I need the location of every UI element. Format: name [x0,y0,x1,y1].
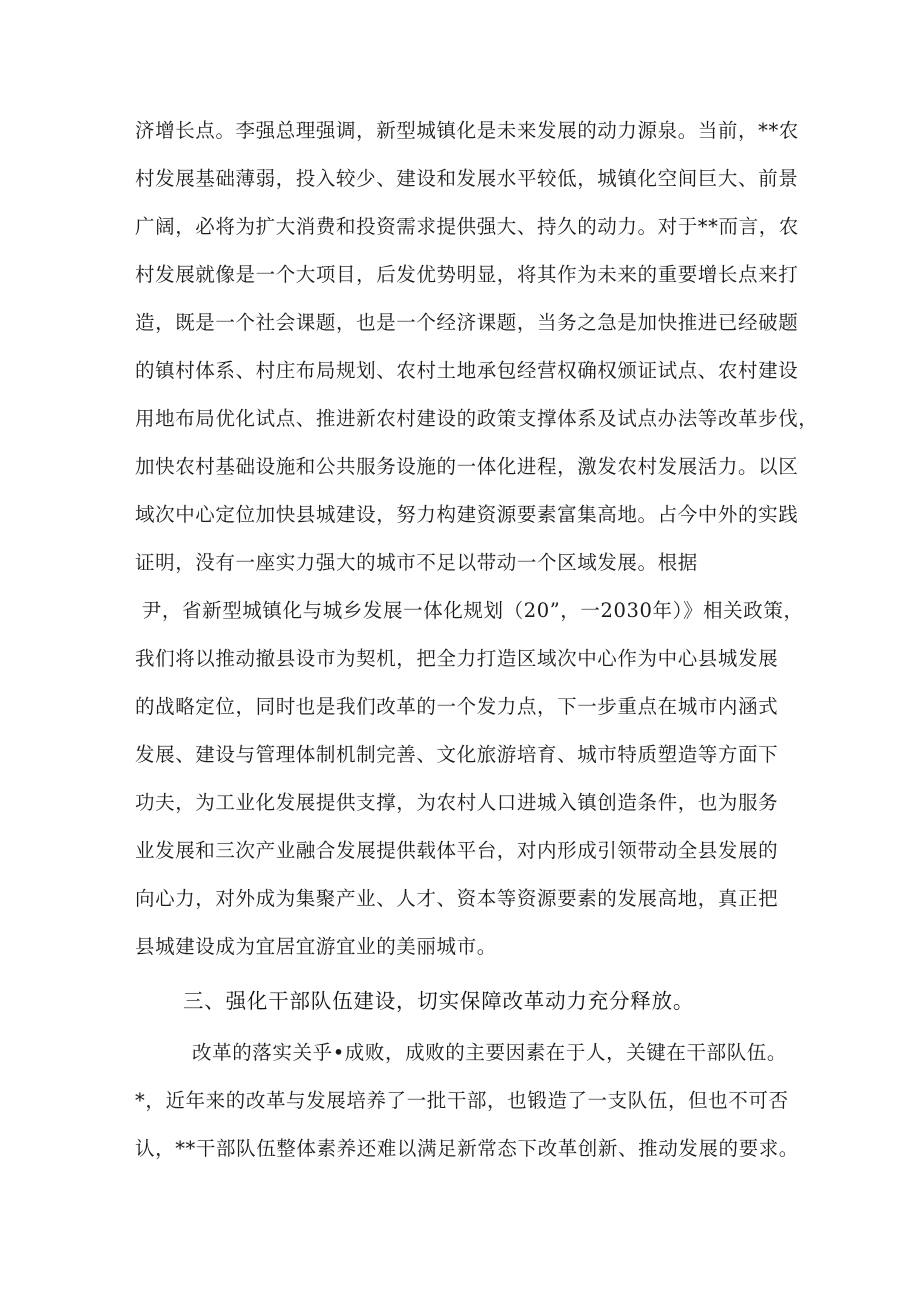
text-line: 村发展基础薄弱，投入较少、建设和发展水平较低，城镇化空间巨大、前景 [135,167,799,190]
text-line: 向心力，对外成为集聚产业、人才、资本等资源要素的发展高地，真正把 [135,887,779,910]
text-line: 济增长点。李强总理强调，新型城镇化是未来发展的动力源泉。当前，**农 [135,119,799,142]
text-line: 改革的落实关乎•成败，成败的主要因素在于人，关键在干部队伍。 [192,1041,788,1064]
text-line: 广阔，必将为扩大消费和投资需求提供强大、持久的动力。对于**而言，农 [135,215,799,238]
text-line: 尹，省新型城镇化与城乡发展一体化规划（20”，一2030年）》相关政策， [135,599,804,622]
text-line: 认，**干部队伍整体素养还难以满足新常态下改革创新、推动发展的要求。 [135,1137,799,1160]
text-line: 域次中心定位加快县城建设，努力构建资源要素富集高地。占今中外的实践 [135,503,799,526]
text-line: 业发展和三次产业融合发展提供载体平台，对内形成引领带动全县发展的 [135,839,779,862]
text-line: 功夫，为工业化发展提供支撑，为农村人口进城入镇创造条件，也为服务 [135,791,779,814]
text-line: 村发展就像是一个大项目，后发优势明显，将其作为未来的重要增长点来打 [135,263,799,286]
text-line: *，近年来的改革与发展培养了一批干部，也锻造了一支队伍，但也不可否 [135,1089,789,1112]
text-line: 用地布局优化试点、推进新农村建设的政策支撑体系及试点办法等改革步伐， [135,407,819,430]
text-line: 造，既是一个社会课题，也是一个经济课题，当务之急是加快推进已经破题 [135,311,799,334]
text-line: 的战略定位，同时也是我们改革的一个发力点，下一步重点在城市内涵式 [135,695,779,718]
section-heading: 三、强化干部队伍建设，切实保障改革动力充分释放。 [183,989,695,1013]
text-line: 发展、建设与管理体制机制完善、文化旅游培育、城市特质塑造等方面下 [135,743,779,766]
text-line: 的镇村体系、村庄布局规划、农村土地承包经营权确权颁证试点、农村建设 [135,359,799,382]
text-line: 加快农村基础设施和公共服务设施的一体化进程，激发农村发展活力。以区 [135,455,799,478]
text-line: 我们将以推动撤县设市为契机，把全力打造区域次中心作为中心县城发展 [135,647,779,670]
text-line: 证明，没有一座实力强大的城市不足以带动一个区域发展。根据 [135,551,698,574]
text-line: 县城建设成为宜居宜游宜业的美丽城市。 [135,935,497,958]
